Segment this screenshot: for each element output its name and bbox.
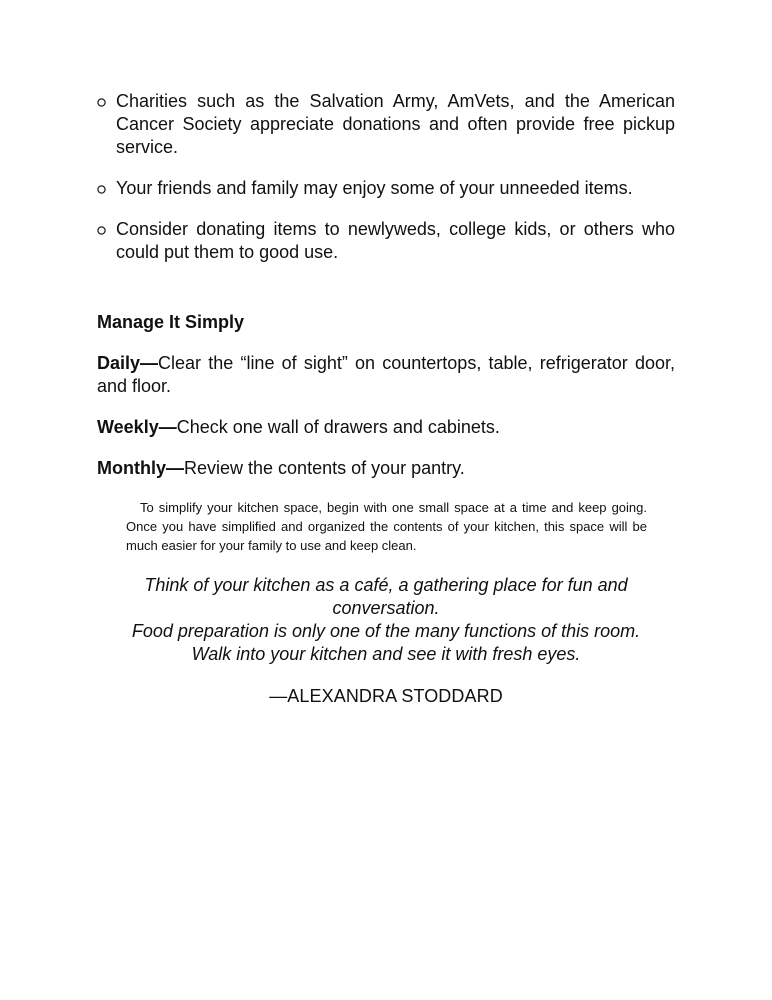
list-item-text: Consider donating items to newlyweds, college kids, or others who could put them to good use.	[116, 219, 675, 262]
list-item	[97, 177, 675, 200]
quote-line: Walk into your kitchen and see it with fresh eyes.	[191, 644, 581, 664]
hollow-circle-bullet-icon	[97, 98, 106, 107]
quote-line: Food preparation is only one of the many functions of this room.	[131, 621, 641, 641]
quote-attribution: —ALEXANDRA STODDARD	[269, 686, 503, 706]
schedule-item-monthly	[97, 457, 675, 480]
body-paragraph: To simplify your kitchen space, begin with one small space at a time and keep going. Once you have simplified and organized the contents of your kitchen, this space will be much easier for your family to use and keep clean.	[126, 500, 647, 553]
list-item-text: Charities such as the Salvation Army, AmVets, and the American Cancer Society appreciate donations and often provide free pickup service.	[116, 91, 675, 157]
donation-options-list	[97, 90, 675, 264]
schedule-label: Weekly—	[97, 417, 177, 437]
schedule-label: Monthly—	[97, 458, 184, 478]
quote-block	[97, 574, 675, 666]
schedule-item-daily	[97, 352, 675, 398]
schedule-text: Check one wall of drawers and cabinets.	[176, 417, 500, 437]
quote-line: Think of your kitchen as a café, a gathering place for fun and conversation.	[144, 575, 628, 618]
schedule-text: Clear the “line of sight” on countertops, table, refrigerator door, and floor.	[97, 353, 675, 396]
section-heading: Manage It Simply	[97, 312, 245, 332]
schedule-item-weekly	[97, 416, 675, 439]
hollow-circle-bullet-icon	[97, 185, 106, 194]
hollow-circle-bullet-icon	[97, 226, 106, 235]
list-item	[97, 218, 675, 264]
list-item-text: Your friends and family may enjoy some of your unneeded items.	[116, 178, 633, 198]
list-item	[97, 90, 675, 159]
document-page	[97, 90, 675, 708]
schedule-label: Daily—	[97, 353, 159, 373]
schedule-text: Review the contents of your pantry.	[184, 458, 465, 478]
